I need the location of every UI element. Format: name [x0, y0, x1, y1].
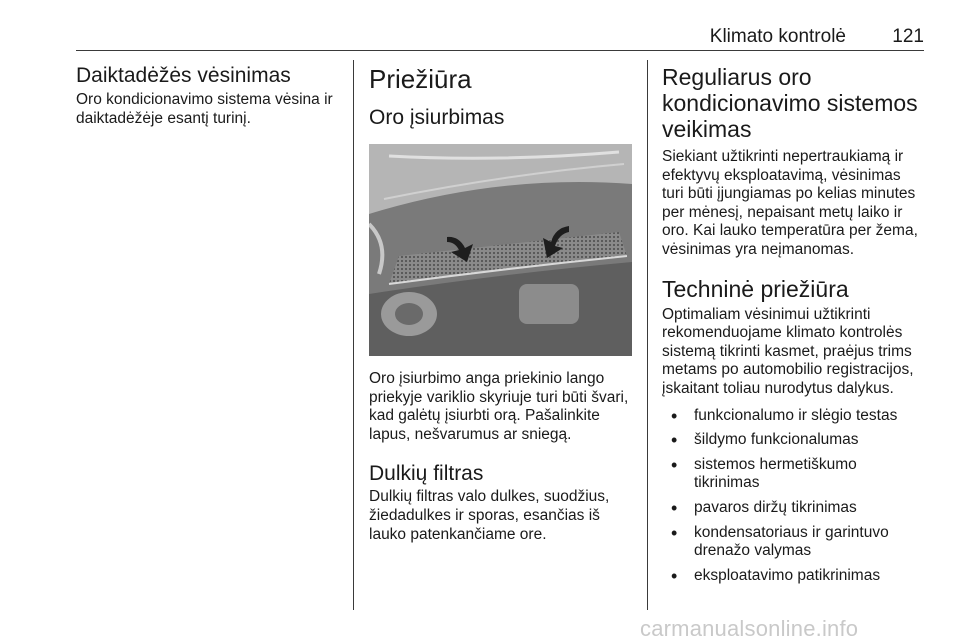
column-divider-1 — [353, 60, 354, 610]
subheading-dust-filter: Dulkių filtras — [369, 462, 484, 486]
section-heading-maintenance: Priežiūra — [369, 64, 472, 94]
service-text: Optimaliam vėsinimui užtikrinti rekomenduojame klimato kontrolės sistemą tikrinti kasmet, praėjus trims metams po automobilio registracijos, įskaitant toliau nurodytus dalykus. — [662, 305, 914, 397]
section-heading-regular-operation: Reguliarus oro kondicionavimo sistemos veikimas — [662, 64, 918, 142]
list-item: • pavaros diržų tikrinimas — [662, 499, 926, 518]
engine-bay-photo — [369, 144, 632, 356]
page-header — [76, 26, 924, 48]
column-1 — [76, 64, 346, 128]
glovebox-cooling-text: Oro kondicionavimo sistema vėsina ir daiktadėžėje esantį turinį. — [76, 91, 333, 127]
list-item: • kondensatoriaus ir garintuvo drenažo valymas — [662, 524, 926, 561]
dust-filter-text: Dulkių filtras valo dulkes, suodžius, žiedadulkes ir sporas, esančias iš lauko patenkančiame ore. — [369, 488, 610, 543]
column-divider-2 — [647, 60, 648, 610]
page-number: 121 — [892, 26, 924, 47]
air-intake-text: Oro įsiurbimo anga priekinio lango priekyje variklio skyriuje turi būti švari, kad galėtų įsiurbti orą. Pašalinkite lapus, nešvarumus ar sniegą. — [369, 370, 629, 443]
chapter-title: Klimato kontrolė — [709, 26, 846, 47]
list-item: • sistemos hermetiškumo tikrinimas — [662, 456, 926, 493]
header-rule — [76, 50, 924, 51]
column-2 — [369, 64, 635, 544]
list-item: • šildymo funkcionalumas — [662, 431, 926, 450]
service-checklist — [662, 407, 926, 586]
watermark: carmanualsonline.info — [640, 616, 859, 641]
subheading-air-intake: Oro įsiurbimas — [369, 106, 505, 129]
section-heading-glovebox-cooling: Daiktadėžės vėsinimas — [76, 64, 291, 87]
list-item: • eksploatavimo patikrinimas — [662, 567, 926, 586]
section-heading-service: Techninė priežiūra — [662, 275, 849, 302]
list-item: • funkcionalumo ir slėgio testas — [662, 407, 926, 426]
regular-operation-text: Siekiant užtikrinti nepertraukiamą ir efektyvų eksploatavimą, vėsinimas turi būti įjungiamas po kelias minutes per mėnesį, nepaisant metų laiko ir oro. Kai lauko temperatūra per žema, vėsinimas yra neįmanomas. — [662, 148, 918, 258]
column-3 — [662, 64, 926, 591]
